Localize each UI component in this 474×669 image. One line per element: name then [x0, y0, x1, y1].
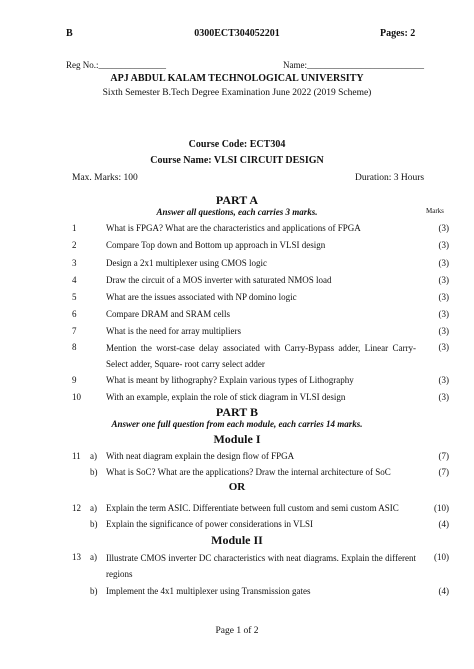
- sub-label: a): [90, 451, 97, 461]
- question-number: 10: [72, 392, 81, 402]
- question-marks: (3): [438, 275, 449, 285]
- question-marks: (3): [438, 292, 449, 302]
- question-text: Implement the 4x1 multiplexer using Transmission gates: [106, 586, 311, 596]
- question-text: Draw the circuit of a MOS inverter with saturated NMOS load: [106, 275, 332, 285]
- question-number: 11: [72, 451, 81, 461]
- page-count: Pages: 2: [380, 28, 416, 39]
- question-number: 12: [72, 503, 81, 513]
- name-field: Name:__________________________: [283, 60, 424, 70]
- sub-label: b): [90, 586, 98, 596]
- question-marks: (10): [434, 552, 449, 562]
- part-a-instruction: Answer all questions, each carries 3 marks.: [156, 207, 318, 217]
- question-number: 4: [72, 275, 77, 285]
- question-marks: (4): [438, 586, 449, 596]
- question-marks: (10): [434, 503, 449, 513]
- question-text: What is FPGA? What are the characteristics and applications of FPGA: [106, 223, 361, 233]
- question-marks: (3): [438, 240, 449, 250]
- question-marks: (3): [438, 326, 449, 336]
- question-marks: (7): [438, 467, 449, 477]
- question-text: Design a 2x1 multiplexer using CMOS logic: [106, 258, 267, 268]
- question-number: 5: [72, 292, 77, 302]
- question-text: With neat diagram explain the design flow of FPGA: [106, 451, 295, 461]
- question-text: Explain the significance of power considerations in VLSI: [106, 519, 314, 529]
- question-number: 13: [72, 552, 81, 562]
- question-number: 2: [72, 240, 77, 250]
- question-number: 8: [72, 342, 77, 352]
- max-marks: Max. Marks: 100: [72, 173, 138, 183]
- question-marks: (3): [438, 223, 449, 233]
- duration: Duration: 3 Hours: [355, 173, 425, 183]
- question-number: 3: [72, 258, 77, 268]
- course-code: Course Code: ECT304: [188, 139, 286, 150]
- sub-label: b): [90, 519, 98, 529]
- part-b-instruction: Answer one full question from each module, each carries 14 marks.: [111, 419, 363, 429]
- question-text: What is SoC? What are the applications? Draw the internal architecture of SoC: [106, 467, 391, 477]
- marks-column-label: Marks: [426, 207, 444, 215]
- course-name: Course Name: VLSI CIRCUIT DESIGN: [150, 155, 324, 166]
- question-number: 1: [72, 223, 77, 233]
- university-name: APJ ABDUL KALAM TECHNOLOGICAL UNIVERSITY: [110, 73, 364, 84]
- question-text: Illustrate CMOS inverter DC characteristics with neat diagrams. Explain the different regions: [106, 553, 416, 579]
- module-2-title: Module II: [211, 533, 263, 547]
- question-marks: (3): [438, 375, 449, 385]
- question-text: Mention the worst-case delay associated with Carry-Bypass adder, Linear Carry-Select adder, Square- root carry select adder: [106, 343, 416, 369]
- module-1-title: Module I: [213, 432, 261, 446]
- question-marks: (7): [438, 451, 449, 461]
- page-footer: Page 1 of 2: [215, 626, 259, 636]
- part-a-title: PART A: [215, 193, 259, 207]
- question-marks: (3): [438, 309, 449, 319]
- sub-label: a): [90, 503, 97, 513]
- or-separator: OR: [228, 481, 246, 493]
- reg-no-field: Reg No.:_______________: [66, 60, 166, 70]
- question-text: Compare Top down and Bottom up approach in VLSI design: [106, 240, 326, 250]
- question-marks: (3): [438, 392, 449, 402]
- exam-title: Sixth Semester B.Tech Degree Examination June 2022 (2019 Scheme): [102, 88, 372, 98]
- question-marks: (4): [438, 519, 449, 529]
- question-marks: (3): [438, 258, 449, 268]
- question-marks: (3): [438, 342, 449, 352]
- question-text: With an example, explain the role of stick diagram in VLSI design: [106, 392, 346, 402]
- sub-label: a): [90, 552, 97, 562]
- question-number: 7: [72, 326, 77, 336]
- question-text: What are the issues associated with NP domino logic: [106, 292, 297, 302]
- set-letter: B: [66, 28, 73, 39]
- question-text: Compare DRAM and SRAM cells: [106, 309, 230, 319]
- question-text: What is the need for array multipliers: [106, 326, 241, 336]
- question-number: 9: [72, 375, 77, 385]
- sub-label: b): [90, 467, 98, 477]
- question-text: Explain the term ASIC. Differentiate between full custom and semi custom ASIC: [106, 503, 399, 513]
- question-number: 6: [72, 309, 77, 319]
- paper-code: 0300ECT304052201: [194, 28, 280, 39]
- question-text: What is meant by lithography? Explain various types of Lithography: [106, 375, 354, 385]
- part-b-title: PART B: [215, 405, 259, 419]
